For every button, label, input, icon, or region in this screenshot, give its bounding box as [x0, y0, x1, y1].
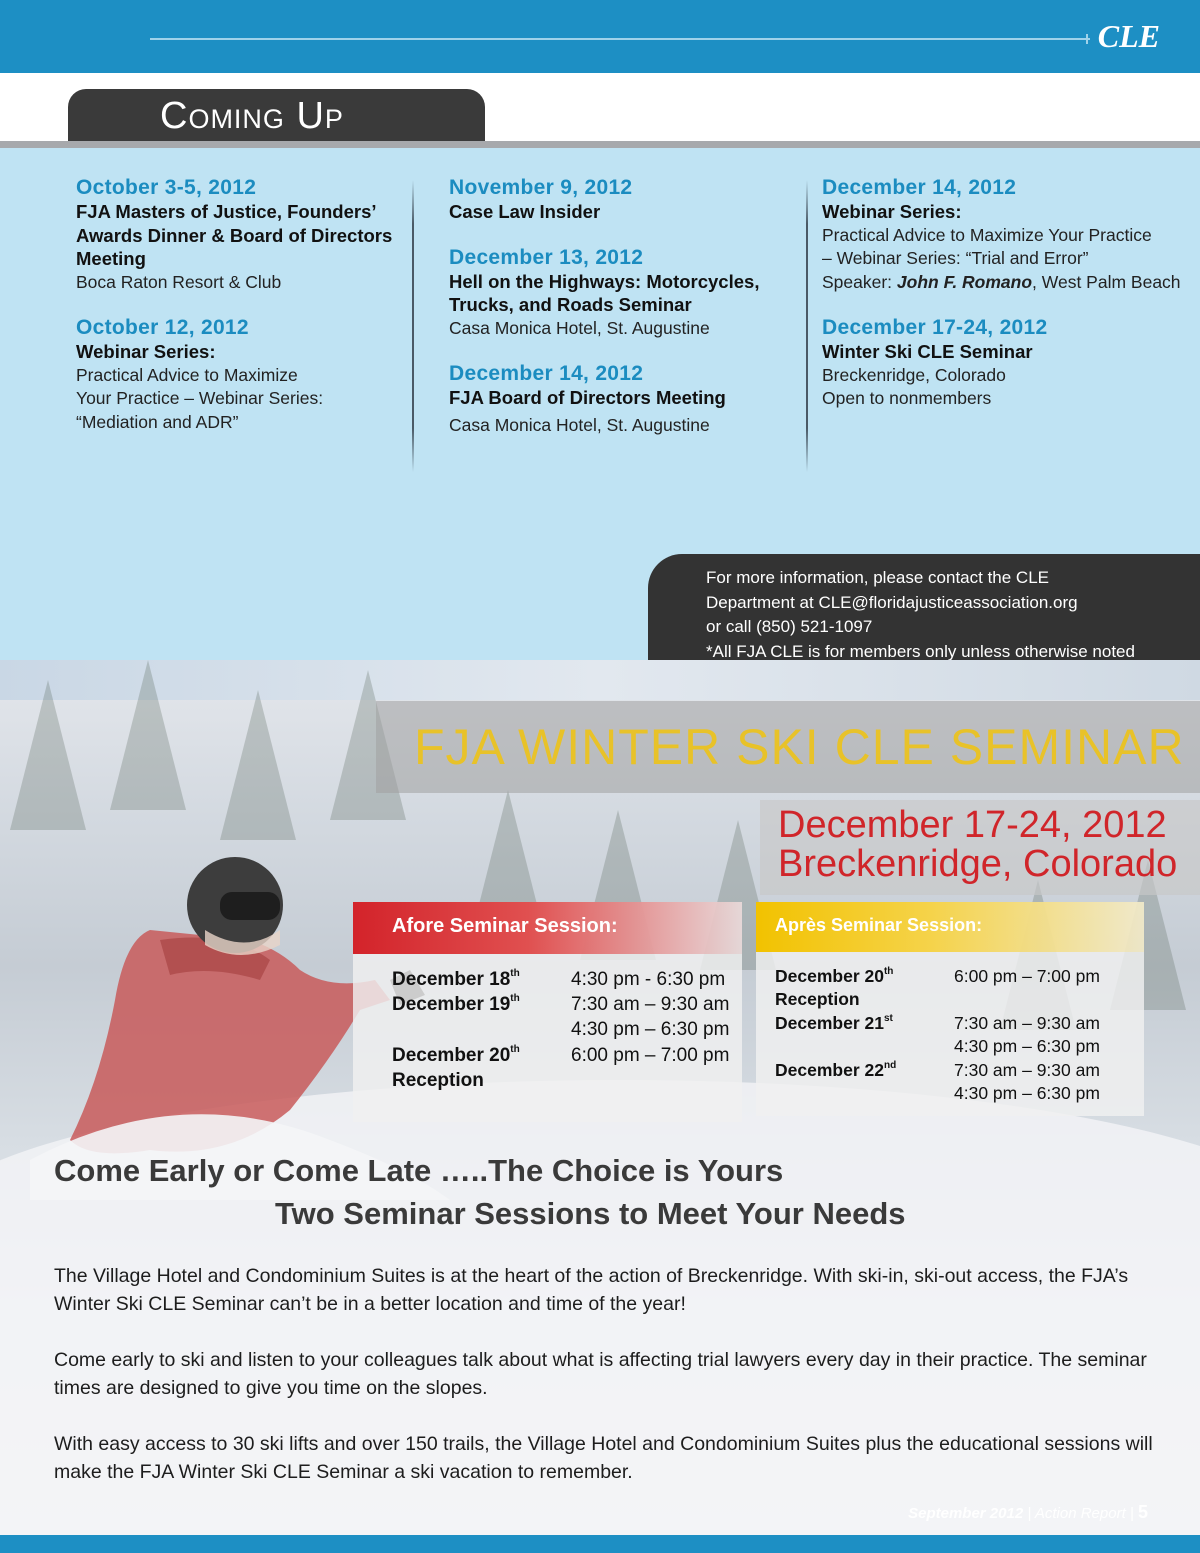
footer-separator: | [1125, 1505, 1138, 1522]
event-item [822, 316, 1192, 411]
event-item [822, 176, 1192, 294]
speaker-location: , West Palm Beach [1032, 271, 1181, 292]
event-title: Hell on the Highways: Motorcycles, Trucks, and Roads Seminar [449, 270, 760, 315]
session-day-label: December 22 [775, 1060, 884, 1080]
contact-line: For more information, please contact the CLE [706, 568, 1049, 587]
session-time: 6:00 pm – 7:00 pm [571, 1045, 730, 1066]
event-item [76, 316, 406, 434]
speaker-name: John F. Romano [896, 271, 1033, 292]
session-note: Reception [392, 1070, 484, 1091]
events-column-1 [76, 176, 406, 456]
event-date: December 14, 2012 [822, 176, 1017, 199]
seminar-dates [778, 806, 1177, 884]
column-divider [412, 180, 414, 472]
members-note: *All FJA CLE is for members only unless otherwise noted [706, 641, 1135, 661]
event-date: October 3-5, 2012 [76, 176, 257, 199]
speaker-prefix: Speaker: [822, 271, 897, 292]
headline-secondary: Two Seminar Sessions to Meet Your Needs [275, 1196, 906, 1231]
event-title: FJA Masters of Justice, Founders’ Awards Dinner & Board of Directors Meeting [76, 201, 393, 269]
event-item [449, 362, 801, 437]
footer-issue: September 2012 [908, 1505, 1024, 1522]
session-day-label: December 20 [775, 966, 884, 986]
apres-session-heading: Après Seminar Session: [775, 915, 983, 935]
event-item [449, 176, 801, 224]
session-time: 4:30 pm – 6:30 pm [954, 1036, 1100, 1056]
session-time: 7:30 am – 9:30 am [954, 1060, 1100, 1080]
event-speaker [822, 271, 1192, 295]
event-detail: Your Practice – Webinar Series: [76, 388, 324, 408]
session-day-label: December 19 [392, 994, 511, 1015]
session-day [392, 1043, 520, 1069]
session-day-suffix: th [510, 1044, 520, 1055]
session-day [392, 967, 520, 993]
event-location: Casa Monica Hotel, St. Augustine [449, 414, 710, 435]
coming-up-title: Coming Up [160, 95, 344, 137]
footer-publication: Action Report [1034, 1505, 1126, 1522]
event-title: Webinar Series: [822, 201, 962, 222]
session-time: 4:30 pm – 6:30 pm [571, 1019, 730, 1040]
session-time: 6:00 pm – 7:00 pm [954, 966, 1100, 986]
body-paragraph: Come early to ski and listen to your colleagues talk about what is affecting trial lawyers every day in their practice. The seminar times are designed to give you time on the slopes. [54, 1349, 1147, 1399]
event-date: December 17-24, 2012 [822, 316, 1048, 339]
event-detail: Breckenridge, Colorado [822, 364, 1006, 385]
session-day-suffix: st [883, 1013, 893, 1024]
seminar-location: Breckenridge, Colorado [778, 843, 1178, 885]
event-location: Boca Raton Resort & Club [76, 271, 282, 292]
session-day [392, 992, 520, 1018]
seminar-date-range: December 17-24, 2012 [778, 804, 1167, 846]
session-day-suffix: th [883, 966, 894, 977]
afore-session-heading: Afore Seminar Session: [392, 915, 618, 937]
session-day-suffix: th [510, 993, 520, 1004]
session-time: 7:30 am – 9:30 am [954, 1013, 1100, 1033]
session-time: 4:30 pm – 6:30 pm [954, 1083, 1100, 1103]
event-date: December 13, 2012 [449, 245, 644, 269]
banner-rule [150, 38, 1090, 40]
seminar-title: FJA WINTER SKI CLE SEMINAR [414, 719, 1185, 775]
event-detail: Practical Advice to Maximize Your Practice [822, 224, 1152, 245]
session-day-suffix: nd [883, 1060, 897, 1071]
banner-rule-end [1086, 34, 1088, 44]
session-day-label: December 20 [392, 1045, 511, 1066]
event-item [76, 176, 406, 294]
contact-line: Department at CLE@floridajusticeassociation.org [706, 592, 1078, 612]
session-day [775, 965, 893, 989]
footer-separator: | [1023, 1505, 1035, 1522]
event-title: Winter Ski CLE Seminar [822, 341, 1033, 362]
divider-strip [0, 141, 1200, 148]
session-day [775, 1059, 896, 1083]
body-paragraph: The Village Hotel and Condominium Suites is at the heart of the action of Breckenridge. With ski-in, ski-out access, the FJA’s Winter Ski CLE Seminar can’t be in a better location and time of the year! [54, 1265, 1129, 1315]
session-day-suffix: th [510, 968, 520, 979]
contact-line: or call (850) 521-1097 [706, 617, 873, 636]
column-divider [806, 180, 808, 472]
event-detail: – Webinar Series: “Trial and Error” [822, 248, 1089, 268]
page-number: 5 [1137, 1502, 1148, 1522]
session-day-label: December 21 [775, 1013, 884, 1033]
event-title: Webinar Series: [76, 341, 216, 362]
session-note: Reception [775, 989, 860, 1009]
event-title: Case Law Insider [449, 201, 601, 222]
event-date: December 14, 2012 [449, 362, 644, 385]
section-label: CLE [1097, 18, 1160, 54]
event-title: FJA Board of Directors Meeting [449, 387, 726, 408]
events-column-3 [822, 176, 1192, 433]
contact-info [706, 566, 1186, 664]
session-time: 7:30 am – 9:30 am [571, 994, 730, 1015]
event-detail: Practical Advice to Maximize [76, 364, 298, 385]
events-column-2 [449, 176, 801, 459]
bottom-banner [0, 1535, 1200, 1553]
page-footer [908, 1502, 1148, 1523]
event-detail: Open to nonmembers [822, 388, 992, 408]
event-location: Casa Monica Hotel, St. Augustine [449, 317, 710, 338]
headline-primary: Come Early or Come Late …..The Choice is Yours [54, 1153, 784, 1188]
top-banner [0, 0, 1200, 73]
session-day [775, 1012, 893, 1036]
event-item [449, 246, 801, 341]
event-date: October 12, 2012 [76, 316, 249, 339]
session-day-label: December 18 [392, 969, 511, 990]
event-date: November 9, 2012 [449, 176, 633, 199]
event-detail: “Mediation and ADR” [76, 411, 239, 432]
body-paragraph: With easy access to 30 ski lifts and over 150 trails, the Village Hotel and Condominium Suites plus the educational sessions will make the FJA Winter Ski CLE Seminar a ski vacation to remember. [54, 1433, 1153, 1483]
session-time: 4:30 pm - 6:30 pm [571, 969, 726, 990]
